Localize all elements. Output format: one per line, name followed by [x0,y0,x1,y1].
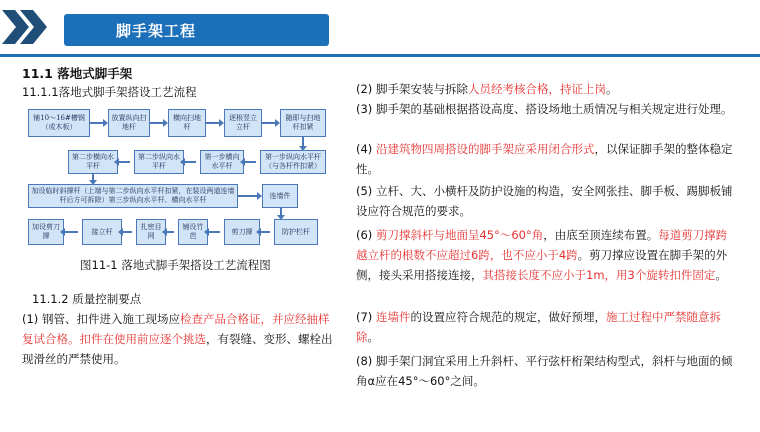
paragraph-8: (8) 脚手架门洞宜采用上升斜杆、平行弦杆桁架结构型式，斜杆与地面的倾角α应在45°～60°之间。 [356,354,733,388]
double-chevron-icon [2,10,52,44]
flow-arrow [90,122,104,124]
section-title: 11.1 落地式脚手架 [22,66,133,81]
flow-arrow [208,231,220,233]
text-span: ，由底至顶连续布置。 [543,228,659,242]
flow-arrow [206,122,220,124]
highlight-text: 其搭接长度不应小于1m，用3个旋转扣件固定 [482,268,716,282]
text-span: (2) 脚手架安装与拆除 [356,82,468,96]
text-span: ，有裂缝、变形、螺栓出现滑丝的严禁使用。 [22,332,333,366]
flow-step-6: 第二步横向水平杆 [68,150,118,174]
paragraph-4 [356,139,736,179]
flow-arrow-down [280,208,282,216]
flow-step-12: 加设剪刀撑 [28,219,64,245]
highlight-text: 人员经考核合格，持证上岗 [467,82,606,96]
highlight-text: 检查产品合格证，并应经抽样复试合格。扣件在使用前应逐个挑选 [22,312,330,346]
flow-step-1: 铺10～16#槽钢（或木板） [28,109,90,137]
highlight-text: 沿建筑物四周搭设的脚手架应采用闭合形式 [375,142,595,156]
flow-step-7: 第二步纵向水平杆 [134,150,184,174]
text-span: 。剪刀撑应设置在脚手架的外侧，接头采用搭接连接， [356,248,728,282]
page-title: 脚手架工程 [116,22,197,40]
flow-step-5: 随即与扫地杆扣紧 [280,109,326,137]
flow-step-16: 剪刀撑 [224,219,260,245]
flow-step-4: 逐根竖立立杆 [224,109,262,137]
text-span: 的设置应符合规范的规定，做好预埋， [410,310,606,324]
paragraph-6 [356,225,736,285]
paragraph-1 [22,309,340,369]
flow-step-13: 接立杆 [82,219,122,245]
paragraph-5: (5) 立杆、大、小横杆及防护设施的构造，安全网张挂、脚手板、踢脚板铺设应符合规范的要求。 [356,184,733,218]
flow-arrow-down [92,174,94,181]
flow-step-15: 铺设竹芭 [178,219,208,245]
flow-step-3: 横向扫地杆 [168,109,206,137]
flow-arrow [64,231,78,233]
flow-step-14: 扎密目网 [136,219,166,245]
highlight-text: 每道剪刀撑跨越立杆的根数不应超过6跨，也不应小于4跨 [356,228,728,262]
figure-caption: 图11-1 落地式脚手架搭设工艺流程图 [80,258,271,272]
paragraph-2 [356,79,736,99]
flow-arrow [122,231,132,233]
flow-arrow-down [302,137,304,147]
flow-step-9: 第一步纵向水平杆（与各杆件扣紧） [260,150,326,174]
flow-arrow [244,161,256,163]
title-banner [64,14,329,46]
flow-step-8: 第一步横向水平杆 [200,150,244,174]
text-span: 。 [367,330,379,344]
highlight-text: 剪刀撑斜杆与地面呈45°～60°角 [375,228,544,242]
flow-step-17: 防护栏杆 [274,219,318,245]
flow-arrow [184,161,196,163]
paragraph-3: (3) 脚手架的基础根据搭设高度、搭设场地土质情况与相关规定进行处理。 [356,102,733,116]
flow-step-11: 连墙件 [262,184,298,208]
flow-step-2: 放置纵向扫地杆 [108,109,150,137]
flow-arrow [166,231,174,233]
flow-arrow [118,161,130,163]
flow-arrow [238,195,258,197]
text-span: (7) [356,310,376,324]
text-span: (1) 钢管、扣件进入施工现场应 [22,312,180,326]
subsection-title: 11.1.1落地式脚手架搭设工艺流程 [22,85,197,99]
header-divider [0,54,760,57]
paragraph-7 [356,307,736,347]
slide-header [0,0,760,62]
text-span: 。 [605,82,618,96]
flow-arrow [260,231,270,233]
highlight-text: 连墙件 [375,310,411,324]
flow-step-10: 加设临时斜撑杆（上端与第二步纵向水平杆扣紧，在装设两道连墙杆后方可拆除）第三步纵向水平杆、横向水平杆 [28,184,238,208]
text-span: (4) [356,142,376,156]
text-span: (6) [356,228,376,242]
text-span: ，以保证脚手架的整体稳定性。 [356,142,733,176]
flow-arrow [262,122,276,124]
text-span: 。 [715,268,727,282]
highlight-text: 施工过程中严禁随意拆除 [356,310,721,344]
quality-title: 11.1.2 质量控制要点 [32,292,142,306]
process-flowchart [28,109,328,247]
flow-arrow [150,122,164,124]
